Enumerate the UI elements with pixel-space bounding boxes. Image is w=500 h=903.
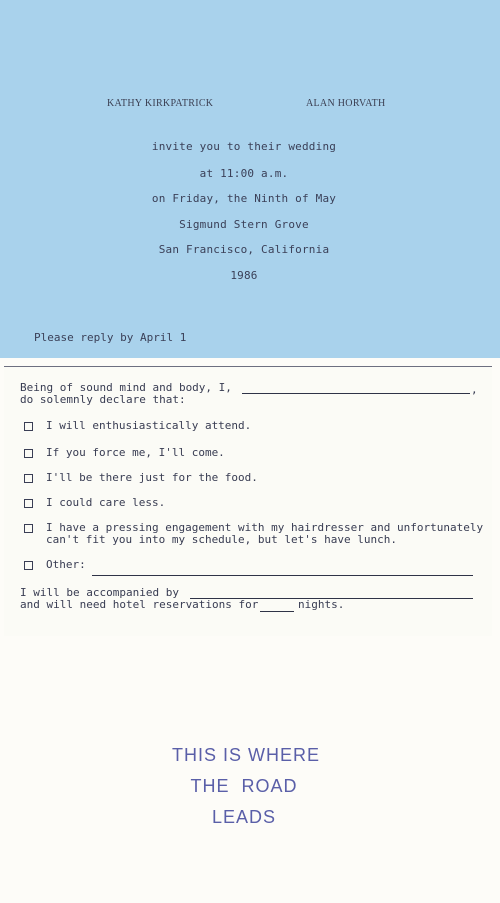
year-line: 1986 [230,269,258,282]
nights-label: nights. [298,598,345,611]
stamp-line-3: LEADS [211,807,277,827]
checkbox-force[interactable] [24,449,33,458]
invitation-card [0,0,500,358]
declare-line-2: do solemnly declare that: [20,393,186,406]
stamp-line-1: THIS IS WHERE [171,745,320,765]
comma: , [471,383,478,396]
venue-line: Sigmund Stern Grove [179,218,309,231]
option-force: If you force me, I'll come. [46,446,225,459]
checkbox-hairdresser[interactable] [24,524,33,533]
option-other: Other: [46,558,86,571]
option-attend: I will enthusiastically attend. [46,419,252,432]
name-blank[interactable] [242,393,470,394]
nights-blank[interactable] [260,611,294,612]
reply-deadline: Please reply by April 1 [34,331,187,344]
time-line: at 11:00 a.m. [199,167,289,180]
checkbox-attend[interactable] [24,422,33,431]
host-name-left: KATHY KIRKPATRICK [107,98,214,109]
checkbox-care-less[interactable] [24,499,33,508]
host-name-right: ALAN HORVATH [306,98,386,109]
checkbox-food[interactable] [24,474,33,483]
hotel-label: and will need hotel reservations for [20,598,259,611]
option-hairdresser-2: can't fit you into my schedule, but let's have lunch. [46,533,397,546]
option-care-less: I could care less. [46,496,166,509]
other-blank[interactable] [92,575,473,576]
option-hairdresser-1: I have a pressing engagement with my hairdresser and unfortunately [46,521,484,534]
accompanied-label: I will be accompanied by [20,586,179,599]
declare-line-1: Being of sound mind and body, I, [20,381,232,394]
card-edge [4,366,492,367]
option-food: I'll be there just for the food. [46,471,258,484]
response-card [4,366,492,636]
city-line: San Francisco, California [158,243,330,256]
date-line: on Friday, the Ninth of May [151,192,337,205]
invite-line: invite you to their wedding [151,140,337,153]
stamp-line-2: THE ROAD [190,776,298,796]
checkbox-other[interactable] [24,561,33,570]
